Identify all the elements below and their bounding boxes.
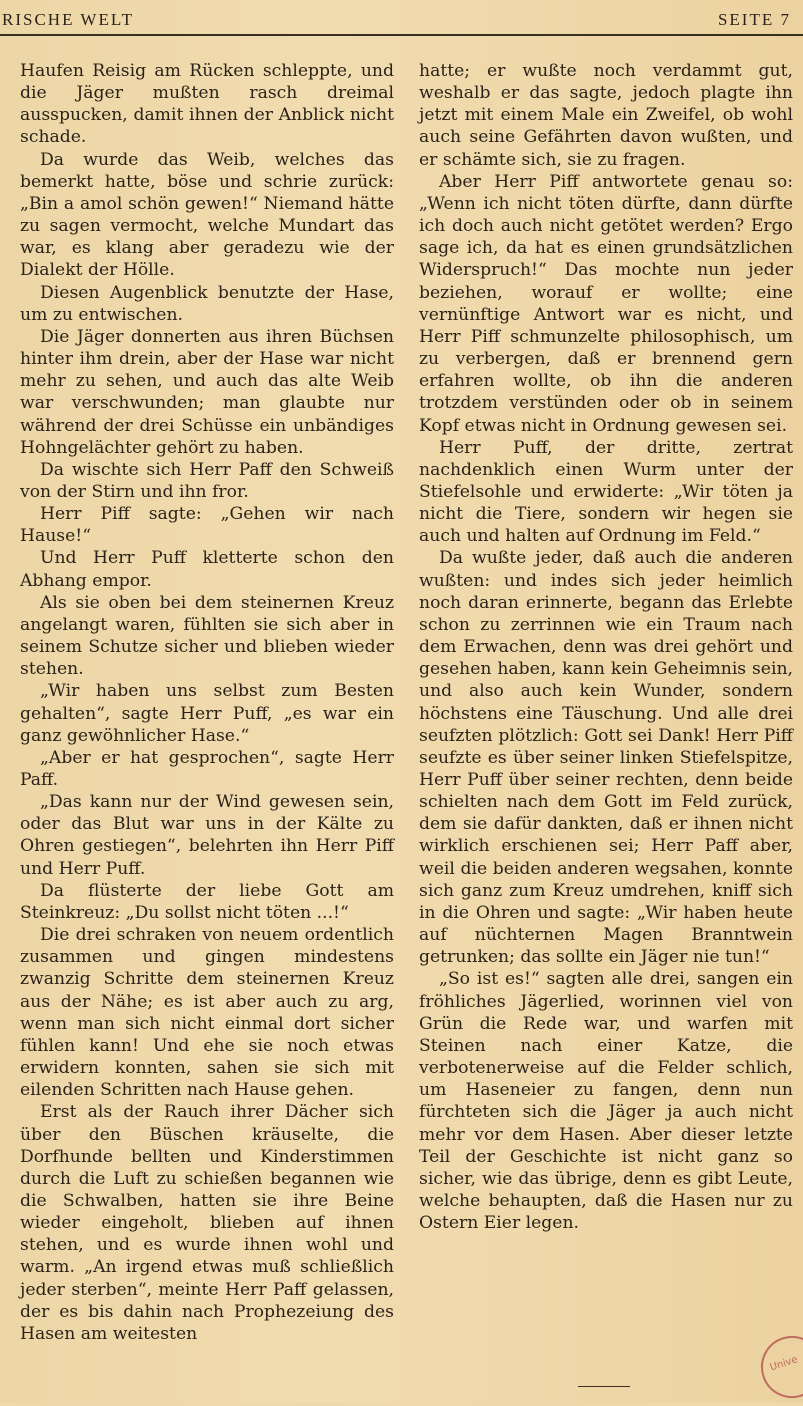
header-rule [0, 34, 803, 36]
paragraph: Und Herr Puff kletterte schon den Abhang empor. [20, 548, 394, 591]
stamp-text: Unive [768, 1354, 800, 1374]
paragraph: „Aber er hat gesprochen“, sagte Herr Paff. [20, 747, 394, 790]
paragraph: Als sie oben bei dem steinernen Kreuz angelangt waren, fühlten sie sich aber in seinem Schutze sicher und blieben wieder stehen. [20, 592, 394, 680]
publication-title: RISCHE WELT [2, 10, 135, 29]
page-header [0, 6, 803, 34]
paragraph: Herr Piff sagte: „Gehen wir nach Hause!“ [20, 504, 394, 547]
paragraph: „Das kann nur der Wind gewesen sein, oder das Blut war uns in der Kälte zu Ohren gestiegen“, belehrten ihn Herr Piff und Herr Puff. [20, 792, 394, 879]
right-column [419, 60, 793, 1234]
paragraph: Diesen Augenblick benutzte der Hase, um zu entwischen. [20, 282, 394, 325]
library-stamp [753, 1328, 803, 1406]
paragraph: „So ist es!“ sagten alle drei, sangen ein fröhliches Jägerlied, worinnen viel von Grün die Rede war, und warfen mit Steinen nach einer Katze, die verbotenerweise auf die Felder schlich, um Haseneier zu fangen, denn nun fürchteten sich die Jäger ja auch nicht mehr vor dem Hasen. Aber dieser letzte Teil der Geschichte ist nicht ganz so sicher, wie das übrige, denn es gibt Leute, welche behaupten, daß die Hasen nur zu Ostern Eier legen. [419, 969, 793, 1234]
end-rule [578, 1386, 630, 1387]
page-number: SEITE 7 [717, 10, 791, 29]
paragraph: Da flüsterte der liebe Gott am Steinkreuz: „Du sollst nicht töten ...!“ [20, 880, 394, 923]
paragraph: „Wir haben uns selbst zum Besten gehalten“, sagte Herr Puff, „es war ein ganz gewöhnlicher Hase.“ [20, 681, 394, 746]
paragraph: Da wurde das Weib, welches das bemerkt hatte, böse und schrie zurück: „Bin a amol schön gewen!“ Niemand hätte zu sagen vermocht, welche Mundart das war, es klang aber geradezu wie der Dialekt der Hölle. [20, 149, 394, 281]
paragraph: Da wußte jeder, daß auch die anderen wußten: und indes sich jeder heimlich noch daran erinnerte, begann das Erlebte schon zu zerrinnen wie ein Traum nach dem Erwachen, denn was drei gehört und gesehen haben, kann kein Geheimnis sein, und also auch kein Wunder, sondern höchstens eine Täuschung. Und alle drei seufzten plötzlich: Gott sei Dank! Herr Piff seufzte es über seiner linken Stiefelspitze, Herr Puff über seiner rechten, denn beide schielten nach dem Gott im Feld zurück, dem sie dafür dankten, daß er ihnen nicht wirklich erschienen sei; Herr Paff aber, weil die beiden anderen wegsahen, konnte sich ganz zum Kreuz umdrehen, kniff sich in die Ohren und sagte: „Wir haben heute auf nüchternen Magen Branntwein getrunken; das sollte ein Jäger nie tun!“ [419, 548, 793, 968]
paragraph: Herr Puff, der dritte, zertrat nachdenklich einen Wurm unter der Stiefelsohle und erwiderte: „Wir töten ja nicht die Tiere, sondern wir hegen sie auch und halten auf Ordnung im Feld.“ [419, 437, 793, 547]
paragraph: Haufen Reisig am Rücken schleppte, und die Jäger mußten rasch dreimal ausspucken, damit ihnen der Anblick nicht schade. [20, 61, 394, 148]
left-column [20, 60, 394, 1345]
paragraph: hatte; er wußte noch verdammt gut, weshalb er das sagte, jedoch plagte ihn jetzt mit einem Male ein Zweifel, ob wohl auch seine Gefährten davon wußten, und er schämte sich, sie zu fragen. [419, 61, 793, 170]
paragraph: Erst als der Rauch ihrer Dächer sich über den Büschen kräuselte, die Dorfhunde bellten und Kinderstimmen durch die Luft zu schießen begannen wie die Schwalben, hatten sie ihre Beine wieder eingeholt, blieben auf ihnen stehen, und es wurde ihnen wohl und warm. „An irgend etwas muß schließlich jeder sterben“, meinte Herr Paff gelassen, der es bis dahin nach Prophezeiung des Hasen am weitesten [20, 1102, 394, 1344]
paragraph: Da wischte sich Herr Paff den Schweiß von der Stirn und ihn fror. [20, 459, 394, 502]
paragraph: Die Jäger donnerten aus ihren Büchsen hinter ihm drein, aber der Hase war nicht mehr zu sehen, und auch das alte Weib war verschwunden; man glaubte nur während der drei Schüsse ein unbändiges Hohngelächter gehört zu haben. [20, 326, 394, 458]
paragraph: Aber Herr Piff antwortete genau so: „Wenn ich nicht töten dürfte, dann dürfte ich doch auch nicht getötet werden? Ergo sage ich, da hat es einen grundsätzlichen Widerspruch!“ Das mochte nun jeder beziehen, worauf er wollte; eine vernünftige Antwort war es nicht, und Herr Piff schmunzelte philosophisch, um zu verbergen, daß er brennend gern erfahren wollte, ob ihn die anderen trotzdem verstünden oder ob in seinem Kopf etwas nicht in Ordnung gewesen sei. [419, 171, 793, 436]
paragraph: Die drei schraken von neuem ordentlich zusammen und gingen mindestens zwanzig Schritte dem steinernen Kreuz aus der Nähe; es ist aber auch zu arg, wenn man sich nicht einmal dort sicher fühlen kann! Und ehe sie noch etwas erwidern konnten, sahen sie sich mit eilenden Schritten nach Hause gehen. [20, 925, 394, 1101]
